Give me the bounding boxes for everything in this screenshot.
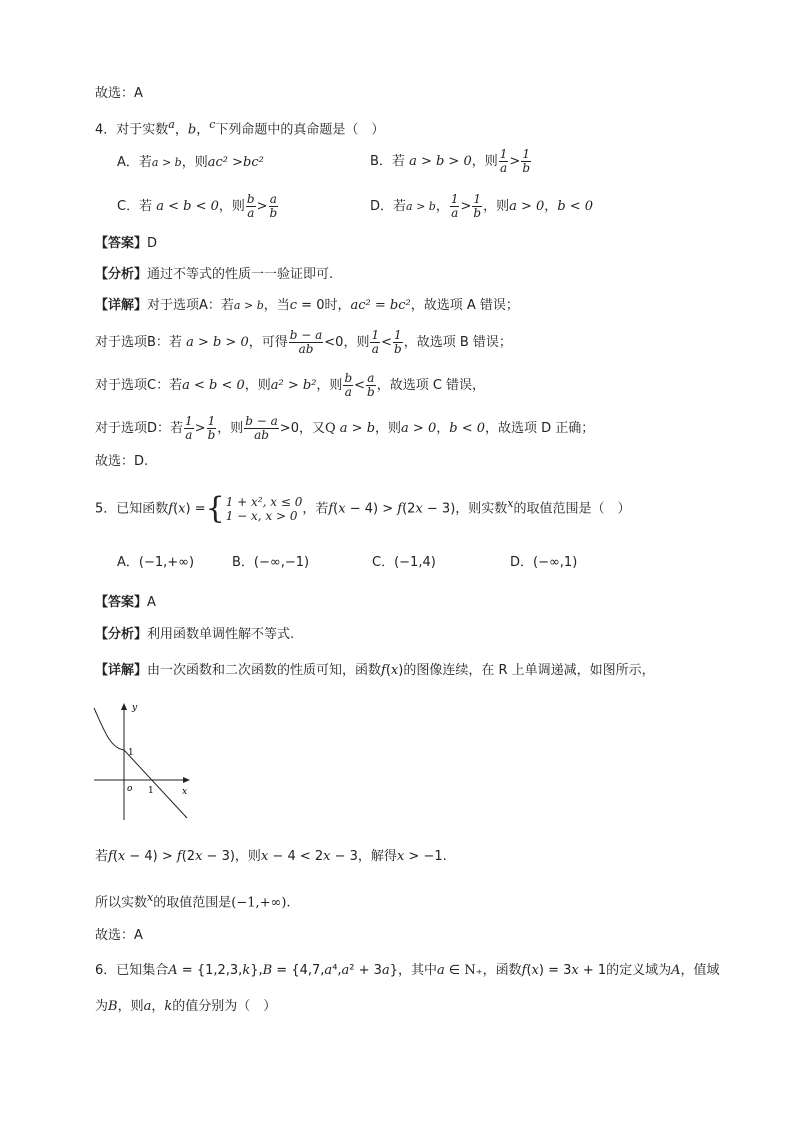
q5-range-line: 所以实数$^x$的取值范围是(−1,+∞). bbox=[95, 891, 291, 911]
q4-detail-c: 对于选项C：若a < b < 0，则a² > b²，则 $\frac{b}{a}$ < $\frac{a}{b}$ ，故选项 C 错误， bbox=[95, 371, 486, 399]
q6-stem-line2: 为B，则a，k的值分别为（ ） bbox=[95, 999, 277, 1014]
q5-stem: 5．已知函数f(x) ={1 + x², x ≤ 0 1 − x, x > 0 ，若f(x − 4) > f(2x − 3)，则实数$^x$的取值范围是（ ） bbox=[95, 491, 631, 526]
q4-detail-b: 对于选项B：若 a > b > 0，可得 $\frac{b - a}{ab}$ <0，则 $\frac{1}{a}$ < $\frac{1}{b}$ ，故选项 B 错误； bbox=[95, 328, 512, 356]
q4-detail-a: 【详解】对于选项A：若a > b，当c = 0时，ac² = bc²，故选项 A 错误； bbox=[95, 298, 519, 313]
q5-conclusion: 故选：A bbox=[95, 928, 143, 943]
graph-y-one: 1 bbox=[128, 748, 134, 758]
q5-option-b: B．(−∞,−1) bbox=[232, 555, 310, 570]
q4-detail-d: 对于选项D：若 $\frac{1}{a}$ > $\frac{1}{b}$ ，则 $\frac{b - a}{ab}$ >0，又Q a > b，则a > 0，b < 0，故选项 D 正确； bbox=[95, 414, 595, 442]
q4-option-b: B．若 a > b > 0，则 $\frac{1}{a}$ > $\frac{1}{b}$ bbox=[370, 147, 530, 175]
q6-stem-line1: 6．已知集合A = {1,2,3,k},B = {4,7,a⁴,a² + 3a}，其中a ∈ N₊，函数f(x) = 3x + 1的定义域为A，值域 bbox=[95, 963, 720, 978]
q4-option-d: D．若a > b， $\frac{1}{a}$ > $\frac{1}{b}$ ，则a > 0，b < 0 bbox=[370, 192, 594, 220]
q5-analysis: 【分析】利用函数单调性解不等式. bbox=[95, 627, 295, 642]
prev-answer-line: 故选：A bbox=[95, 86, 143, 101]
graph-origin-label: o bbox=[127, 784, 133, 794]
function-graph bbox=[92, 700, 202, 825]
q5-option-a: A．(−1,+∞) bbox=[117, 555, 195, 570]
q4-option-a: A．若a > b，则ac² >bc² bbox=[117, 155, 264, 170]
q4-stem: 4．对于实数$^a$，b，$^c$下列命题中的真命题是（ ） bbox=[95, 118, 385, 138]
graph-x-one: 1 bbox=[148, 786, 154, 796]
q4-answer: 【答案】D bbox=[95, 236, 158, 251]
graph-y-label: y bbox=[132, 703, 138, 713]
q5-option-c: C．(−1,4) bbox=[372, 555, 436, 570]
q5-solve-line: 若f(x − 4) > f(2x − 3)，则x − 4 < 2x − 3，解得x > −1. bbox=[95, 849, 447, 864]
q4-conclusion: 故选：D. bbox=[95, 454, 149, 469]
q4-analysis: 【分析】通过不等式的性质一一验证即可. bbox=[95, 267, 334, 282]
q5-answer: 【答案】A bbox=[95, 595, 156, 610]
q5-detail: 【详解】由一次函数和二次函数的性质可知，函数f(x)的图像连续，在 R 上单调递减，如图所示， bbox=[95, 663, 655, 678]
graph-x-label: x bbox=[182, 787, 188, 797]
q4-option-c: C．若 a < b < 0，则 $\frac{b}{a}$ > $\frac{a}{b}$ bbox=[117, 192, 278, 220]
q5-option-d: D．(−∞,1) bbox=[510, 555, 578, 570]
